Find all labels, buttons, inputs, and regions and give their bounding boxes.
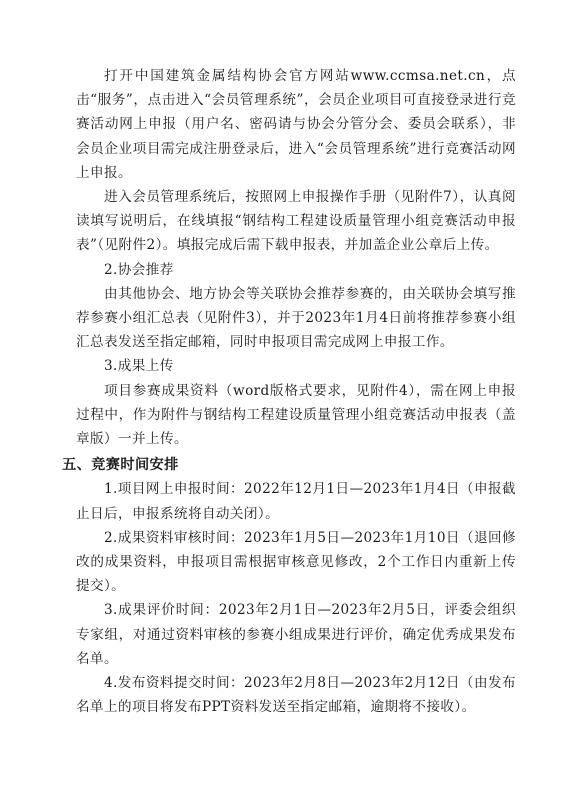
paragraph-result-upload: 项目参赛成果资料（word版格式要求，见附件4），需在网上申报过程中，作为附件与钢结构工程建设质量管理小组竞赛活动申报表（盖章版）一并上传。 [76, 382, 516, 448]
schedule-item-evaluation: 3.成果评价时间：2023年2月1日—2023年2月5日，评委会组织专家组，对通过资料审核的参赛小组成果进行评价，确定优秀成果发布名单。 [76, 602, 516, 667]
schedule-item-review: 2.成果资料审核时间：2023年1月5日—2023年1月10日（退回修改的成果资料，申报项目需根据审核意见修改，2个工作日内重新上传提交）。 [76, 529, 516, 595]
schedule-item-online-filing: 1.项目网上申报时间：2022年12月1日—2023年1月4日（申报截止日后，申报系统将自动关闭）。 [76, 481, 516, 522]
section-heading-schedule: 五、竞赛时间安排 [62, 457, 179, 474]
paragraph-website-login: 打开中国建筑金属结构协会官方网站www.ccmsa.net.cn，点击“服务”，点击进入“会员管理系统”，会员企业项目可直接登录进行竞赛活动网上申报（用户名、密码请与协会分管分会、委员会联系），非会员企业项目需完成注册登录后，进入“会员管理系统”进行竞赛活动网上申报。 [76, 68, 516, 181]
subheading-result-upload: 3.成果上传 [104, 358, 174, 375]
paragraph-system-filing: 进入会员管理系统后，按照网上申报操作手册（见附件7），认真阅读填写说明后，在线填报“钢结构工程建设质量管理小组竞赛活动申报表”（见附件2）。填报完成后需下载申报表，并加盖企业公章后上传。 [76, 189, 516, 254]
schedule-item-submission: 4.发布资料提交时间：2023年2月8日—2023年2月12日（由发布名单上的项目将发布PPT资料发送至指定邮箱，逾期将不接收）。 [76, 675, 516, 716]
document-body [62, 64, 516, 719]
paragraph-association-recommend: 由其他协会、地方协会等关联协会推荐参赛的，由关联协会填写推荐参赛小组汇总表（见附件3），并于2023年1月4日前将推荐参赛小组汇总表发送至指定邮箱，同时申报项目需完成网上申报工作。 [76, 285, 516, 351]
subheading-association-recommend: 2.协会推荐 [104, 261, 174, 278]
